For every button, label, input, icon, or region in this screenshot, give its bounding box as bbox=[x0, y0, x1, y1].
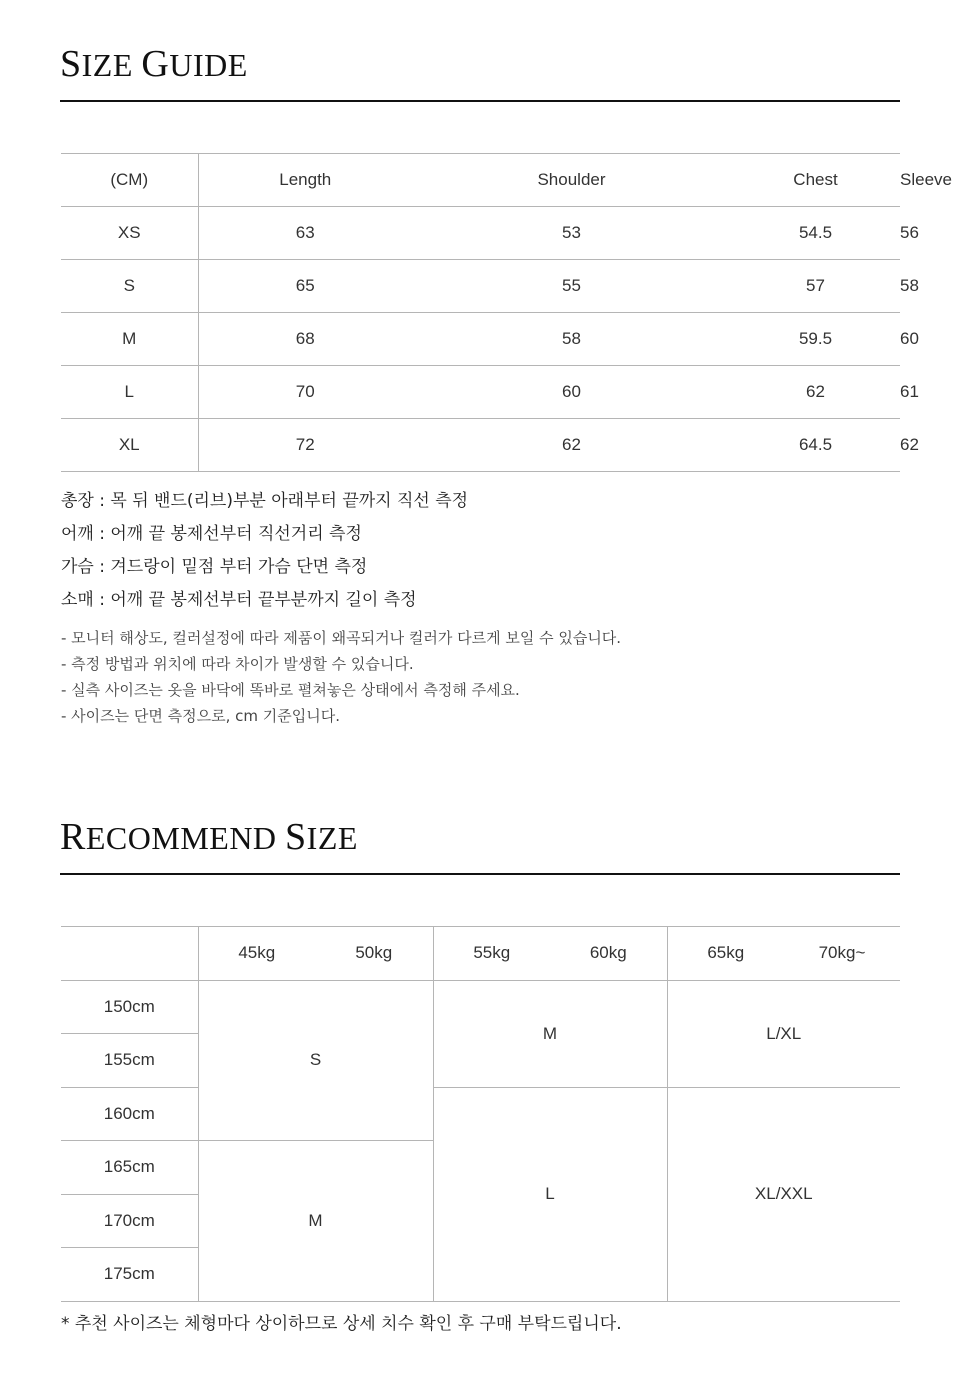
recommend-size-table bbox=[61, 926, 900, 1302]
measurement-cell: 60 bbox=[412, 366, 731, 419]
table-row: XS 63 53 54.5 56 bbox=[61, 207, 900, 260]
weight-header: 55kg bbox=[433, 927, 550, 981]
size-label: XS bbox=[61, 207, 198, 260]
note-chest: 가슴 : 겨드랑이 밑점 부터 가슴 단면 측정 bbox=[61, 557, 368, 577]
height-label: 175cm bbox=[61, 1248, 198, 1302]
disclaimer-item: - 사이즈는 단면 측정으로, cm 기준입니다. bbox=[61, 707, 340, 725]
disclaimer-item: - 실측 사이즈는 옷을 바닥에 똑바로 펼쳐놓은 상태에서 측정해 주세요. bbox=[61, 681, 520, 699]
size-guide-divider bbox=[60, 100, 900, 102]
table-row: S 65 55 57 58 bbox=[61, 260, 900, 313]
recommend-cell-l-xl: L/XL bbox=[667, 980, 900, 1087]
recommend-cell-xl-xxl: XL/XXL bbox=[667, 1087, 900, 1301]
measurement-cell: 63 bbox=[198, 207, 412, 260]
shoulder-header: Shoulder bbox=[412, 154, 731, 207]
size-guide-table bbox=[61, 153, 952, 472]
height-label: 150cm bbox=[61, 980, 198, 1034]
measurement-cell: 62 bbox=[731, 366, 900, 419]
size-label: S bbox=[61, 260, 198, 313]
weight-header-row bbox=[61, 927, 900, 981]
measurement-cell: 59.5 bbox=[731, 313, 900, 366]
weight-header: 65kg bbox=[667, 927, 784, 981]
recommend-cell-s: S bbox=[198, 980, 433, 1141]
measurement-cell: 55 bbox=[412, 260, 731, 313]
note-length: 총장 : 목 뒤 밴드(리브)부분 아래부터 끝까지 직선 측정 bbox=[61, 491, 469, 511]
measurement-cell: 53 bbox=[412, 207, 731, 260]
table-row: XL 72 62 64.5 62 bbox=[61, 419, 900, 472]
disclaimer-list bbox=[61, 625, 621, 729]
corner-cell bbox=[61, 927, 198, 981]
note-sleeve: 소매 : 어깨 끝 봉제선부터 끝부분까지 길이 측정 bbox=[61, 590, 417, 610]
recommend-size-title: RECOMMEND SIZE bbox=[60, 816, 358, 858]
recommend-cell-m: M bbox=[433, 980, 667, 1087]
height-label: 160cm bbox=[61, 1087, 198, 1141]
table-row bbox=[61, 980, 900, 1034]
weight-header: 50kg bbox=[315, 927, 433, 981]
weight-header: 60kg bbox=[550, 927, 667, 981]
table-header-row: (CM) Length Shoulder Chest Sleeve bbox=[61, 154, 900, 207]
measurement-cell: 58 bbox=[412, 313, 731, 366]
size-label: M bbox=[61, 313, 198, 366]
note-shoulder: 어깨 : 어깨 끝 봉제선부터 직선거리 측정 bbox=[61, 524, 362, 544]
measurement-cell: 57 bbox=[731, 260, 900, 313]
size-label: L bbox=[61, 366, 198, 419]
measurement-cell: 54.5 bbox=[731, 207, 900, 260]
weight-header: 45kg bbox=[198, 927, 315, 981]
measurement-cell: 70 bbox=[198, 366, 412, 419]
weight-header: 70kg~ bbox=[784, 927, 900, 981]
height-label: 170cm bbox=[61, 1194, 198, 1248]
disclaimer-item: - 측정 방법과 위치에 따라 차이가 발생할 수 있습니다. bbox=[61, 655, 414, 673]
recommend-cell-m-tall: M bbox=[198, 1141, 433, 1302]
measurement-cell: 65 bbox=[198, 260, 412, 313]
table-row: L 70 60 62 61 bbox=[61, 366, 900, 419]
measurement-cell: 64.5 bbox=[731, 419, 900, 472]
measurement-cell: 62 bbox=[412, 419, 731, 472]
measurement-cell: 72 bbox=[198, 419, 412, 472]
size-guide-title: SIZE GUIDE bbox=[60, 43, 248, 85]
length-header: Length bbox=[198, 154, 412, 207]
measurement-cell: 68 bbox=[198, 313, 412, 366]
chest-header: Chest bbox=[731, 154, 900, 207]
recommend-cell-l: L bbox=[433, 1087, 667, 1301]
size-label: XL bbox=[61, 419, 198, 472]
measurement-notes bbox=[61, 485, 468, 617]
disclaimer-item: - 모니터 해상도, 컬러설정에 따라 제품이 왜곡되거나 컬러가 다르게 보일 수 있습니다. bbox=[61, 629, 622, 647]
height-label: 165cm bbox=[61, 1141, 198, 1195]
recommend-footnote: * 추천 사이즈는 체형마다 상이하므로 상세 치수 확인 후 구매 부탁드립니다. bbox=[61, 1314, 622, 1334]
table-row: M 68 58 59.5 60 bbox=[61, 313, 900, 366]
recommend-size-divider bbox=[60, 873, 900, 875]
height-label: 155cm bbox=[61, 1034, 198, 1088]
table-row bbox=[61, 1087, 900, 1141]
unit-header: (CM) bbox=[61, 154, 198, 207]
